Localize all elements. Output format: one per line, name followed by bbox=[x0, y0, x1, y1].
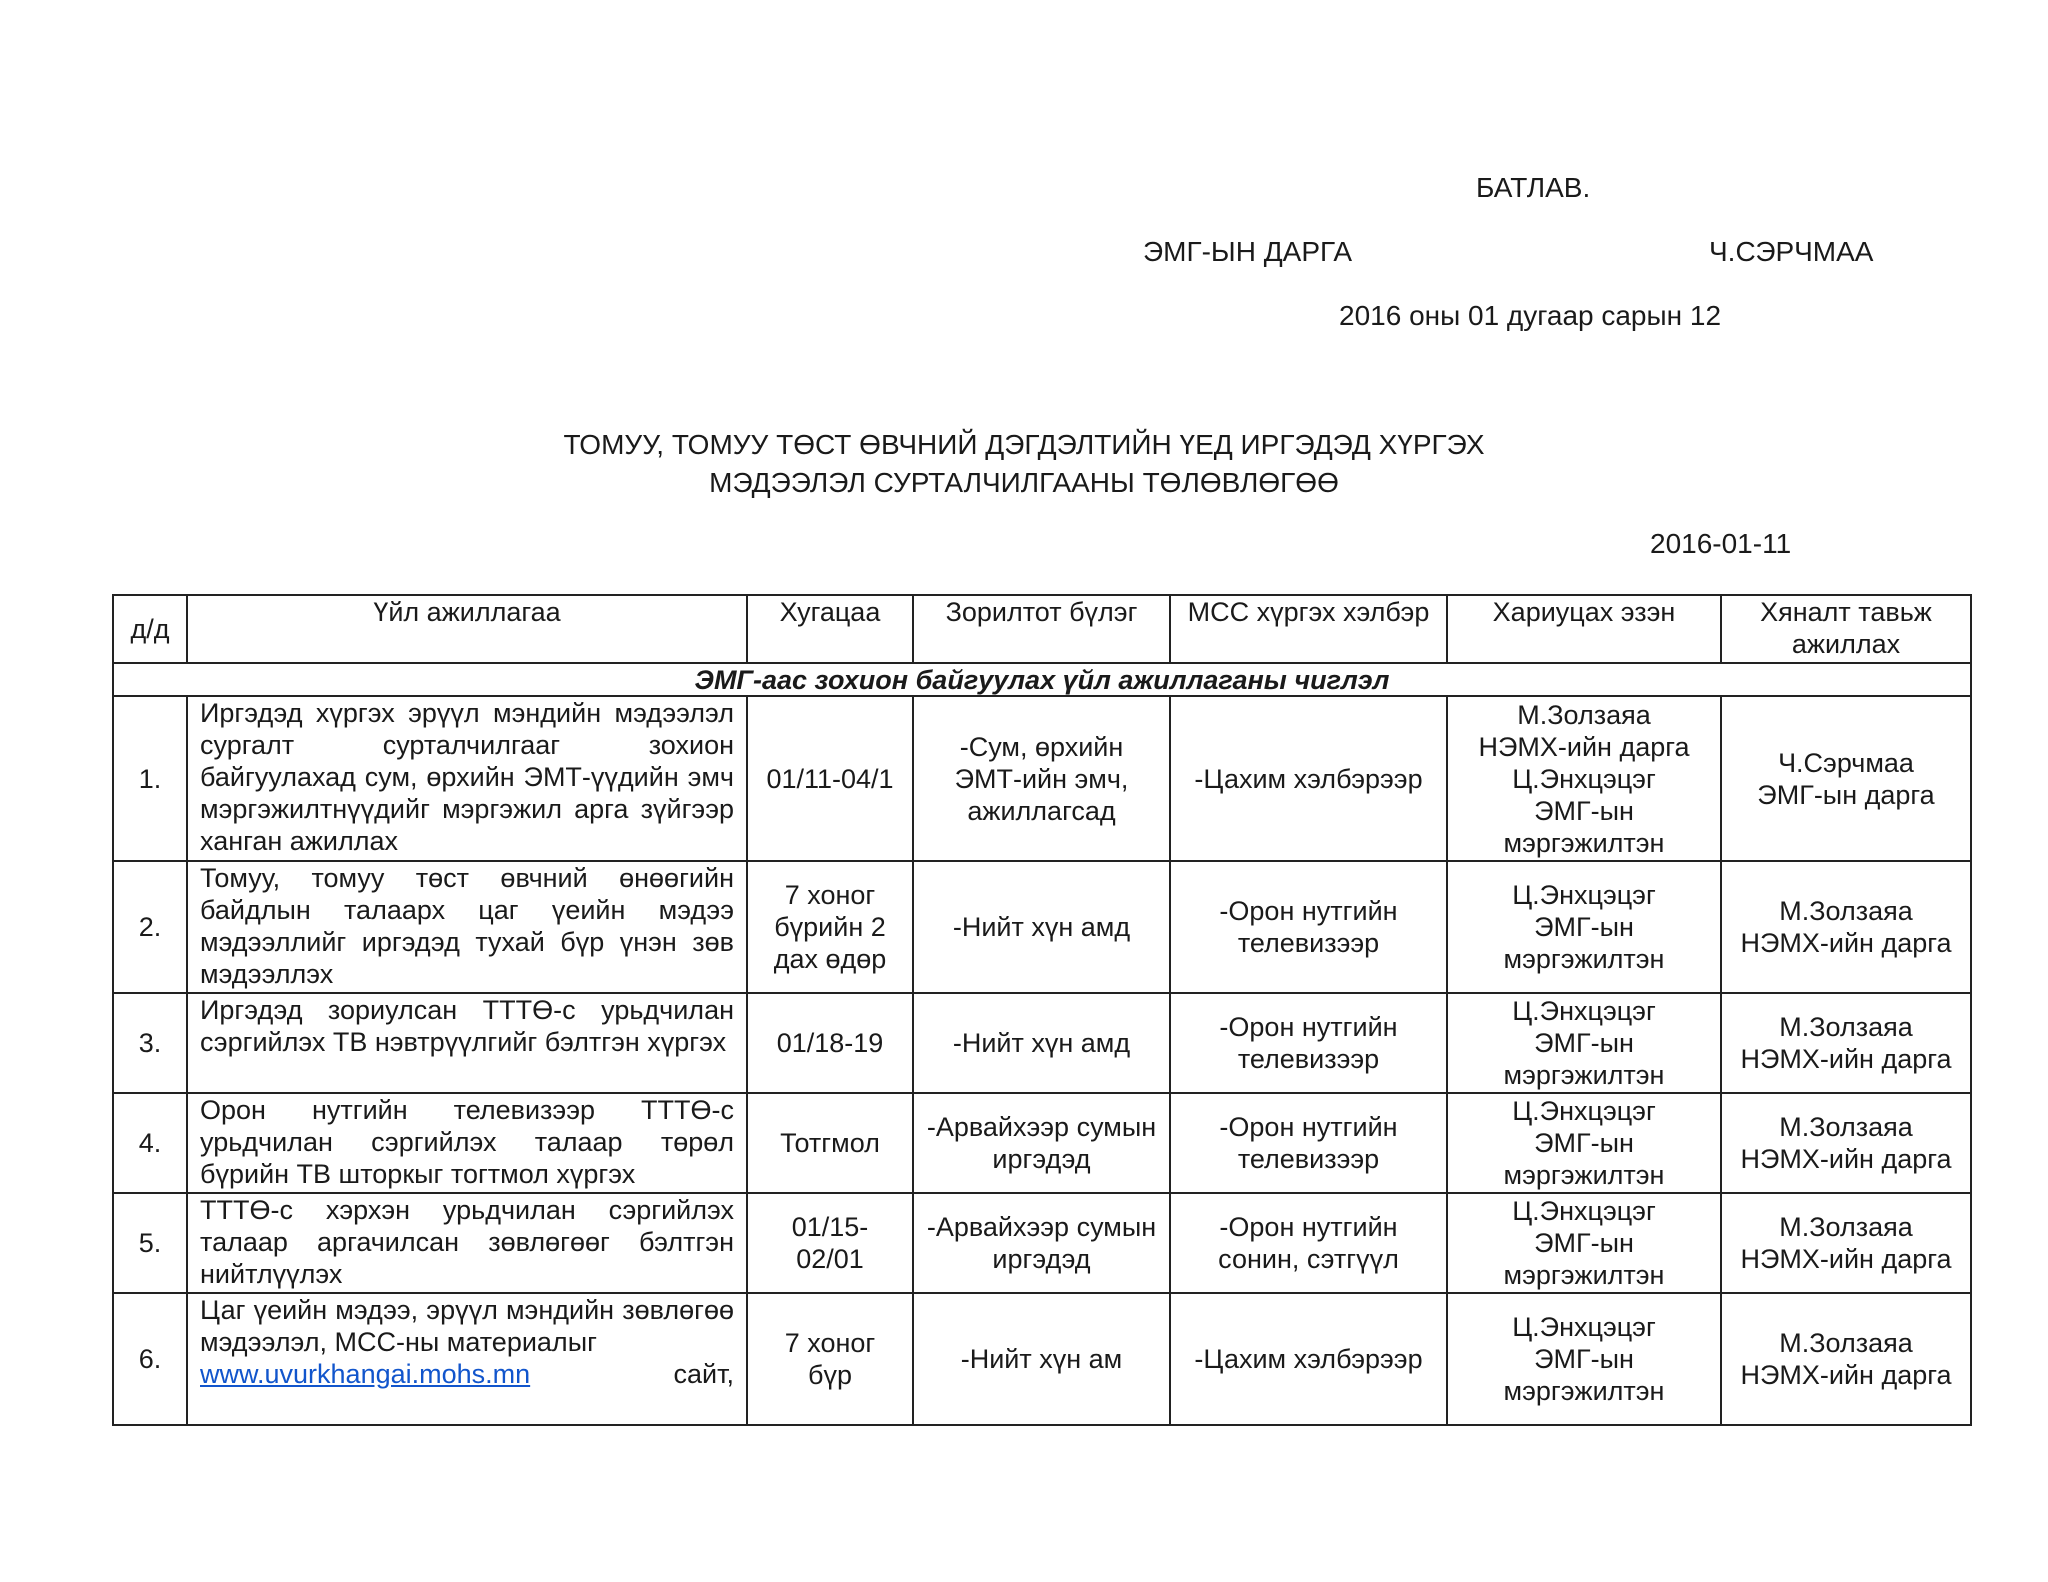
header-number: д/д bbox=[113, 595, 187, 663]
responsible-line: ЭМГ-ын bbox=[1534, 795, 1634, 826]
row-supervisor bbox=[1721, 861, 1971, 993]
approval-label: БАТЛАВ. bbox=[1476, 172, 1591, 203]
row-period: 7 хоног бүр bbox=[747, 1293, 913, 1425]
responsible-line: мэргэжилтэн bbox=[1503, 1060, 1665, 1090]
website-link[interactable]: www.uvurkhangai.mohs.mn bbox=[200, 1359, 531, 1389]
row-delivery-format: -Цахим хэлбэрээр bbox=[1170, 1293, 1447, 1425]
document-title bbox=[0, 426, 2048, 502]
responsible-line: ЭМГ-ын bbox=[1534, 1344, 1634, 1374]
row-supervisor bbox=[1721, 1093, 1971, 1193]
table-row bbox=[113, 1193, 1971, 1293]
responsible-line: мэргэжилтэн bbox=[1503, 944, 1665, 974]
row-target-group: -Нийт хүн амд bbox=[913, 861, 1170, 993]
plan-table bbox=[112, 594, 1972, 1426]
responsible-line: Ц.Энхцэцэг bbox=[1512, 1312, 1656, 1342]
document-title-line-2: МЭДЭЭЛЭЛ СУРТАЛЧИЛГААНЫ ТӨЛӨВЛӨГӨӨ bbox=[709, 467, 1339, 498]
responsible-line: мэргэжилтэн bbox=[1503, 827, 1665, 858]
supervisor-line: М.Золзаяа bbox=[1779, 896, 1913, 926]
supervisor-line: НЭМХ-ийн дарга bbox=[1740, 1244, 1952, 1274]
supervisor-line: НЭМХ-ийн дарга bbox=[1740, 928, 1952, 958]
row-period: 01/18-19 bbox=[747, 993, 913, 1093]
responsible-line: Ц.Энхцэцэг bbox=[1512, 1096, 1656, 1126]
responsible-line: М.Золзаяа bbox=[1517, 699, 1651, 730]
table-row bbox=[113, 993, 1971, 1093]
header-activity: Үйл ажиллагаа bbox=[187, 595, 747, 663]
section-row bbox=[113, 663, 1971, 696]
responsible-line: ЭМГ-ын bbox=[1534, 1128, 1634, 1158]
table-row bbox=[113, 861, 1971, 993]
table-row bbox=[113, 1293, 1971, 1425]
supervisor-line: М.Золзаяа bbox=[1779, 1012, 1913, 1042]
responsible-line: Ц.Энхцэцэг bbox=[1512, 880, 1656, 910]
activity-text: Цаг үеийн мэдээ, эрүүл мэндийн зөвлөгөө мэдээлэл, МСС-ны материалыг bbox=[200, 1295, 734, 1357]
row-period: 01/15-02/01 bbox=[747, 1193, 913, 1293]
table-row bbox=[113, 696, 1971, 861]
row-activity: Томуу, томуу төст өвчний өнөөгийн байдлын талаарх цаг үеийн мэдээ мэдээллийг иргэдэд тухай бүр үнэн зөв мэдээллэх bbox=[187, 861, 747, 993]
row-activity: ТТТӨ-с хэрхэн урьдчилан сэргийлэх талаар аргачилсан зөвлөгөөг бэлтгэн нийтлүүлэх bbox=[187, 1193, 747, 1293]
header-target-group: Зорилтот бүлэг bbox=[913, 595, 1170, 663]
document-date: 2016-01-11 bbox=[1650, 528, 1792, 559]
responsible-line: мэргэжилтэн bbox=[1503, 1160, 1665, 1190]
header-period: Хугацаа bbox=[747, 595, 913, 663]
row-activity: Орон нутгийн телевизээр ТТТӨ-с урьдчилан сэргийлэх талаар төрөл бүрийн ТВ шторкыг тогтмол хүргэх bbox=[187, 1093, 747, 1193]
header-responsible: Хариуцах эзэн bbox=[1447, 595, 1721, 663]
row-responsible bbox=[1447, 861, 1721, 993]
row-number: 2. bbox=[113, 861, 187, 993]
row-number: 3. bbox=[113, 993, 187, 1093]
supervisor-line: НЭМХ-ийн дарга bbox=[1740, 1144, 1952, 1174]
row-number: 6. bbox=[113, 1293, 187, 1425]
supervisor-line: М.Золзаяа bbox=[1779, 1212, 1913, 1242]
row-period: 01/11-04/1 bbox=[747, 696, 913, 861]
row-activity: Иргэдэд хүргэх эрүүл мэндийн мэдээлэл сургалт сурталчилгааг зохион байгуулахад сум, өрхийн ЭМТ-үүдийн эмч мэргэжилтнүүдийг мэргэжил арга зүйгээр ханган ажиллах bbox=[187, 696, 747, 861]
row-delivery-format: -Орон нутгийн телевизээр bbox=[1170, 861, 1447, 993]
row-delivery-format: -Цахим хэлбэрээр bbox=[1170, 696, 1447, 861]
responsible-line: ЭМГ-ын bbox=[1534, 1028, 1634, 1058]
row-delivery-format: -Орон нутгийн телевизээр bbox=[1170, 1093, 1447, 1193]
director-name: Ч.СЭРЧМАА bbox=[1709, 236, 1874, 267]
supervisor-line: НЭМХ-ийн дарга bbox=[1740, 1044, 1952, 1074]
header-delivery-format: МСС хүргэх хэлбэр bbox=[1170, 595, 1447, 663]
row-responsible bbox=[1447, 1093, 1721, 1193]
responsible-line: ЭМГ-ын bbox=[1534, 912, 1634, 942]
row-target-group: -Нийт хүн ам bbox=[913, 1293, 1170, 1425]
row-delivery-format: -Орон нутгийн сонин, сэтгүүл bbox=[1170, 1193, 1447, 1293]
row-target-group: -Нийт хүн амд bbox=[913, 993, 1170, 1093]
responsible-line: мэргэжилтэн bbox=[1503, 1376, 1665, 1406]
row-delivery-format: -Орон нутгийн телевизээр bbox=[1170, 993, 1447, 1093]
supervisor-line: Ч.Сэрчмаа bbox=[1778, 747, 1914, 778]
row-number: 1. bbox=[113, 696, 187, 861]
row-activity: Иргэдэд зориулсан ТТТӨ-с урьдчилан сэргийлэх ТВ нэвтрүүлгийг бэлтгэн хүргэх bbox=[187, 993, 747, 1093]
responsible-line: Ц.Энхцэцэг bbox=[1512, 996, 1656, 1026]
document-title-line-1: ТОМУУ, ТОМУУ ТӨСТ ӨВЧНИЙ ДЭГДЭЛТИЙН ҮЕД ИРГЭДЭД ХҮРГЭХ bbox=[563, 429, 1485, 460]
responsible-line: ЭМГ-ын bbox=[1534, 1228, 1634, 1258]
row-supervisor bbox=[1721, 1193, 1971, 1293]
approval-date: 2016 оны 01 дугаар сарын 12 bbox=[1339, 300, 1722, 331]
row-target-group: -Арвайхээр сумын иргэдэд bbox=[913, 1093, 1170, 1193]
header-supervisor: Хяналт тавьж ажиллах bbox=[1721, 595, 1971, 663]
row-responsible bbox=[1447, 1293, 1721, 1425]
table-row bbox=[113, 1093, 1971, 1193]
row-number: 4. bbox=[113, 1093, 187, 1193]
table-header-row bbox=[113, 595, 1971, 663]
row-responsible bbox=[1447, 696, 1721, 861]
row-number: 5. bbox=[113, 1193, 187, 1293]
row-activity bbox=[187, 1293, 747, 1425]
row-supervisor bbox=[1721, 993, 1971, 1093]
supervisor-line: М.Золзаяа bbox=[1779, 1328, 1913, 1358]
row-supervisor bbox=[1721, 1293, 1971, 1425]
responsible-line: Ц.Энхцэцэг bbox=[1512, 763, 1656, 794]
responsible-line: НЭМХ-ийн дарга bbox=[1478, 731, 1690, 762]
supervisor-line: НЭМХ-ийн дарга bbox=[1740, 1360, 1952, 1390]
supervisor-line: ЭМГ-ын дарга bbox=[1757, 779, 1935, 810]
row-supervisor bbox=[1721, 696, 1971, 861]
row-period: Тотгмол bbox=[747, 1093, 913, 1193]
row-period: 7 хоног бүрийн 2 дах өдөр bbox=[747, 861, 913, 993]
activity-tail: сайт, bbox=[673, 1359, 734, 1389]
row-target-group: -Арвайхээр сумын иргэдэд bbox=[913, 1193, 1170, 1293]
responsible-line: мэргэжилтэн bbox=[1503, 1260, 1665, 1290]
row-target-group: -Сум, өрхийн ЭМТ-ийн эмч, ажиллагсад bbox=[913, 696, 1170, 861]
section-title: ЭМГ-аас зохион байгуулах үйл ажиллаганы чиглэл bbox=[113, 663, 1971, 696]
row-responsible bbox=[1447, 1193, 1721, 1293]
supervisor-line: М.Золзаяа bbox=[1779, 1112, 1913, 1142]
responsible-line: Ц.Энхцэцэг bbox=[1512, 1196, 1656, 1226]
row-responsible bbox=[1447, 993, 1721, 1093]
director-title: ЭМГ-ЫН ДАРГА bbox=[1143, 236, 1353, 267]
